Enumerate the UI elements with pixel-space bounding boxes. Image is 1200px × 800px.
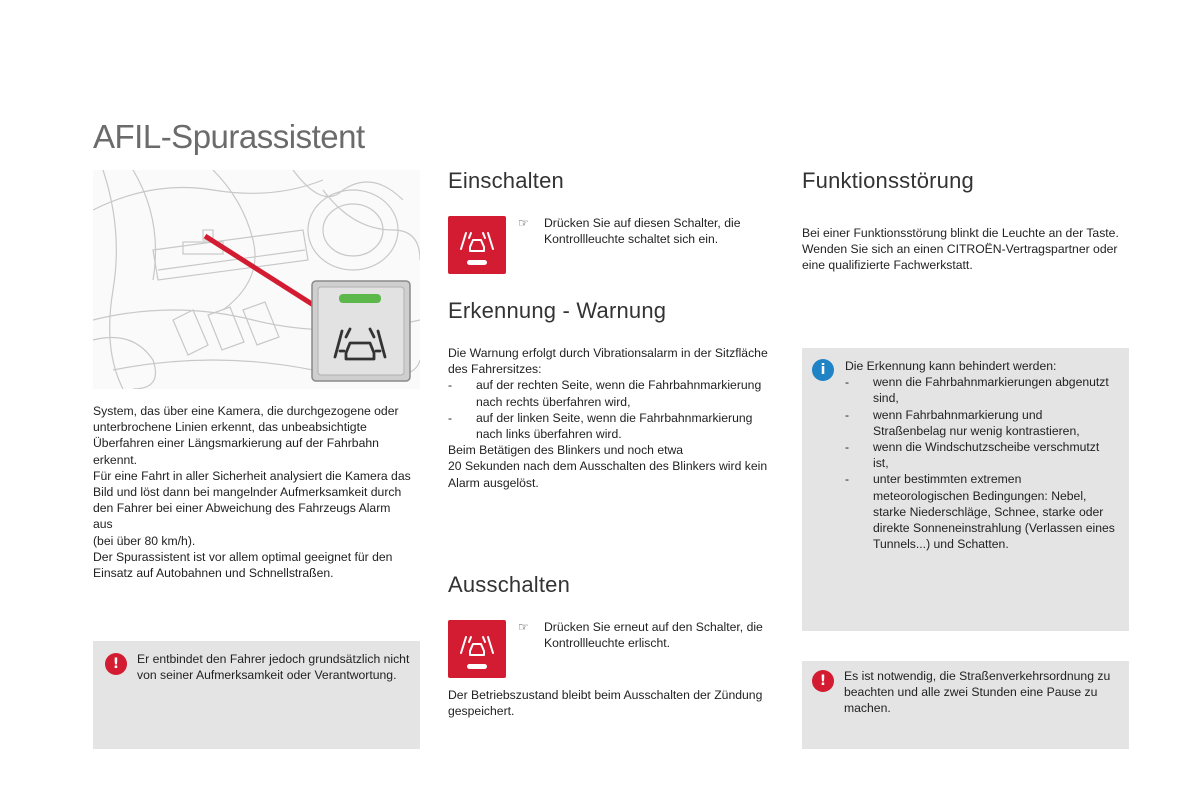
instruction-text: Drücken Sie erneut auf den Schalter, die Kontrollleuchte erlischt. xyxy=(544,620,763,651)
ausschalten-note: Der Betriebszustand bleibt beim Ausschalten der Zündung gespeichert. xyxy=(448,688,763,719)
info-intro: Die Erkennung kann behindert werden: xyxy=(845,359,1057,373)
intro-paragraph: Der Spurassistent ist vor allem optimal geeignet für den Einsatz auf Autobahnen und Schnellstraßen. xyxy=(93,549,393,581)
info-box xyxy=(802,348,1129,631)
list-item: - wenn die Fahrbahnmarkierungen abgenutzt sind, xyxy=(845,374,1117,406)
instruction-text: Drücken Sie auf diesen Schalter, die Kontrollleuchte schaltet sich ein. xyxy=(544,216,741,247)
section-heading-erkennung: Erkennung - Warnung xyxy=(448,298,667,323)
pointing-hand-icon: ☞ xyxy=(518,620,529,634)
list-item: - wenn Fahrbahnmarkierung und Straßenbelag nur wenig kontrastieren, xyxy=(845,407,1117,439)
warning-text: Er entbindet den Fahrer jedoch grundsätzlich nicht von seiner Aufmerksamkeit oder Verantwortung. xyxy=(137,652,410,683)
list-item: - unter bestimmten extremen meteorologischen Bedingungen: Nebel, starke Niederschläge, Schnee, starke oder direkte Sonneneinstrahlung (Verlassen eines Tunnels...) und Schatten. xyxy=(845,471,1117,552)
warning-box-left xyxy=(93,641,420,749)
page-title: AFIL-Spurassistent xyxy=(93,118,365,155)
list-item: - auf der linken Seite, wenn die Fahrbahnmarkierung nach links überfahren wird. xyxy=(448,410,778,442)
pointing-hand-icon: ☞ xyxy=(518,216,529,230)
lane-assist-switch-button[interactable] xyxy=(448,216,506,274)
section-heading-ausschalten: Ausschalten xyxy=(448,572,571,597)
section-heading-funktionsstoerung: Funktionsstörung xyxy=(802,168,974,193)
lane-assist-switch-button[interactable] xyxy=(448,620,506,678)
dashboard-line-drawing xyxy=(93,170,420,389)
warning-box-right xyxy=(802,661,1129,749)
erkennung-outro: 20 Sekunden nach dem Ausschalten des Blinkers wird kein Alarm ausgelöst. xyxy=(448,459,768,490)
magnified-switch xyxy=(312,281,410,381)
warning-exclamation-icon: ! xyxy=(105,653,127,675)
warning-text: Es ist notwendig, die Straßenverkehrsordnung zu beachten und alle zwei Stunden eine Pause zu machen. xyxy=(844,669,1111,716)
lane-departure-icon xyxy=(457,223,497,267)
einschalten-instruction xyxy=(518,215,773,247)
info-icon: i xyxy=(812,359,834,381)
erkennung-outro: Beim Betätigen des Blinkers und noch etwa xyxy=(448,443,684,458)
intro-text xyxy=(93,403,413,581)
info-text xyxy=(845,358,1117,552)
erkennung-text xyxy=(448,345,778,491)
erkennung-intro: Die Warnung erfolgt durch Vibrationsalarm in der Sitzfläche des Fahrersitzes: xyxy=(448,346,768,377)
list-item: - wenn die Windschutzscheibe verschmutzt ist, xyxy=(845,439,1117,471)
lane-departure-icon xyxy=(457,627,497,671)
intro-paragraph: System, das über eine Kamera, die durchgezogene oder unterbrochene Linien erkennt, das unbeabsichtigte Überfahren einer Längsmarkierung auf der Fahrbahn erkennt. xyxy=(93,404,399,467)
funktionsstoerung-paragraph: Wenden Sie sich an einen CITROËN-Vertragspartner oder eine qualifizierte Fachwerkstatt. xyxy=(802,242,1118,273)
intro-paragraph: (bei über 80 km/h). xyxy=(93,533,196,548)
funktionsstoerung-paragraph: Bei einer Funktionsstörung blinkt die Leuchte an der Taste. xyxy=(802,226,1119,240)
list-item: - auf der rechten Seite, wenn die Fahrbahnmarkierung nach rechts überfahren wird, xyxy=(448,377,778,409)
funktionsstoerung-text xyxy=(802,225,1127,274)
intro-paragraph: Für eine Fahrt in aller Sicherheit analysiert die Kamera das Bild und löst dann bei mangelnder Aufmerksamkeit durch den Fahrer bei einer Abweichung des Fahrzeugs Alarm aus xyxy=(93,468,411,532)
ausschalten-instruction xyxy=(518,619,773,651)
dashboard-illustration xyxy=(93,170,420,389)
section-heading-einschalten: Einschalten xyxy=(448,168,564,193)
info-list xyxy=(845,374,1117,552)
warning-exclamation-icon: ! xyxy=(812,670,834,692)
erkennung-list xyxy=(448,377,778,442)
